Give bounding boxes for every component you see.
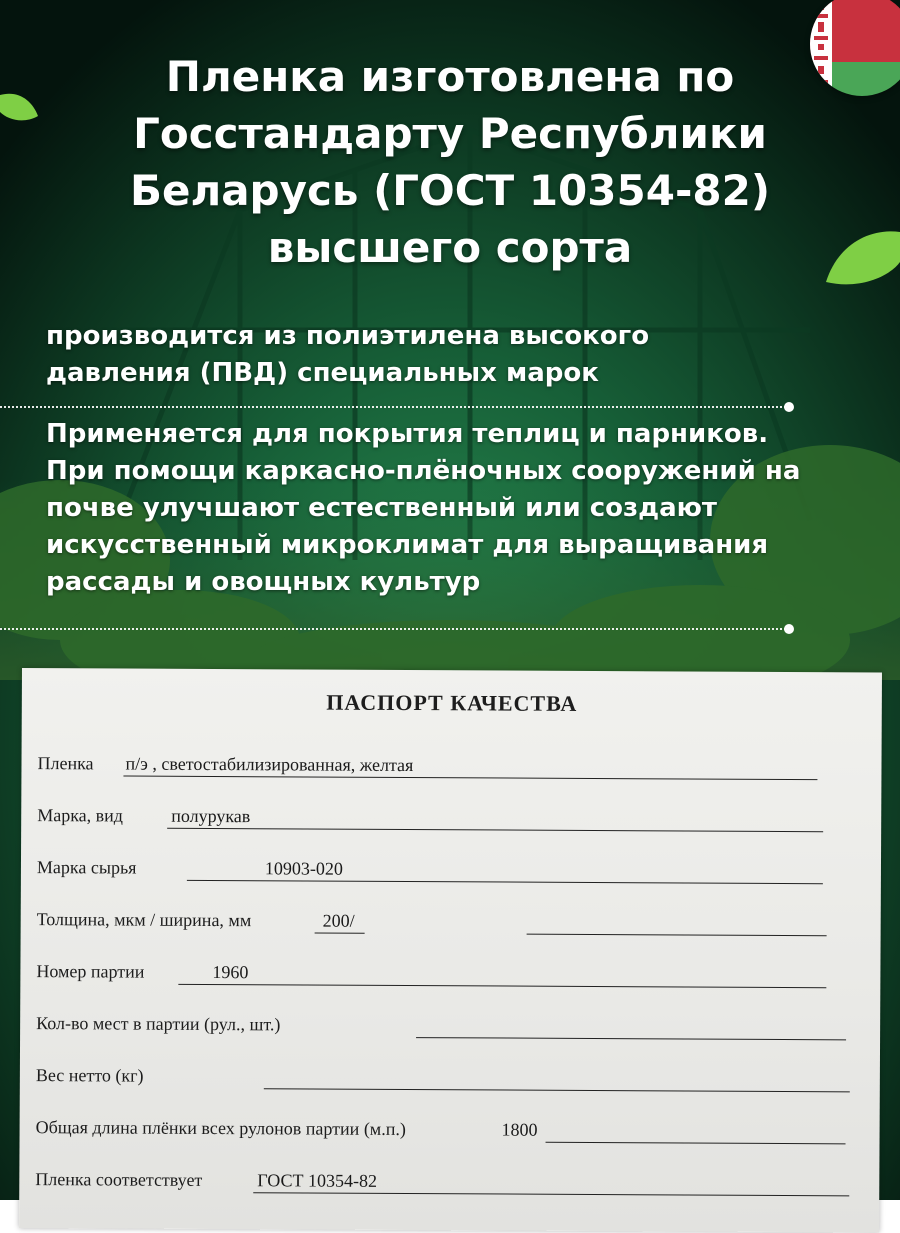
- headline-line: Беларусь (ГОСТ 10354-82): [130, 166, 770, 215]
- row-label: Пленка: [37, 753, 93, 774]
- underline: [546, 1142, 846, 1145]
- row-value: 1800: [502, 1120, 538, 1141]
- row-label: Марка сырья: [37, 857, 137, 879]
- row-value: 10903-020: [265, 858, 343, 879]
- underline: [315, 933, 365, 934]
- description-line: производится из полиэтилена высокого: [46, 321, 649, 351]
- underline: [416, 1037, 846, 1040]
- divider-dot: [784, 402, 794, 412]
- row-label: Общая длина плёнки всех рулонов партии (м.п.): [36, 1117, 406, 1140]
- underline: [167, 828, 823, 832]
- document-title: ПАСПОРТ КАЧЕСТВА: [22, 688, 882, 719]
- description-line: искусственный микроклимат для выращивания: [46, 530, 768, 560]
- material-description: [46, 318, 846, 392]
- description-line: рассады и овощных культур: [46, 567, 480, 597]
- quality-passport-document: [19, 668, 882, 1232]
- description-line: давления (ПВД) специальных марок: [46, 358, 599, 388]
- headline-line: Пленка изготовлена по: [166, 52, 734, 101]
- usage-description: [46, 416, 866, 601]
- row-value: полурукав: [171, 806, 250, 827]
- underline: [253, 1192, 849, 1196]
- underline: [264, 1088, 850, 1092]
- row-label: Кол-во мест в партии (рул., шт.): [36, 1013, 280, 1035]
- underline: [123, 776, 817, 781]
- row-label: Вес нетто (кг): [36, 1065, 144, 1087]
- underline: [187, 880, 823, 884]
- row-value: ГОСТ 10354-82: [257, 1170, 377, 1192]
- row-label: Пленка соответствует: [35, 1169, 202, 1191]
- headline-line: Госстандарту Республики: [133, 109, 767, 158]
- headline-line: высшего сорта: [268, 223, 632, 272]
- row-label: Марка, вид: [37, 805, 123, 826]
- row-label: Номер партии: [36, 961, 144, 983]
- row-value: 1960: [212, 962, 248, 983]
- row-value: 200/: [323, 911, 355, 932]
- dotted-divider: [0, 406, 786, 408]
- underline: [527, 934, 827, 937]
- row-value: п/э , светостабилизированная, желтая: [125, 754, 413, 777]
- divider-dot: [784, 624, 794, 634]
- description-line: При помощи каркасно-плёночных сооружений на: [46, 456, 800, 486]
- row-label: Толщина, мкм / ширина, мм: [37, 909, 252, 931]
- headline: [60, 48, 840, 276]
- description-line: Применяется для покрытия теплиц и парников.: [46, 419, 768, 449]
- underline: [178, 984, 826, 988]
- description-line: почве улучшают естественный или создают: [46, 493, 717, 523]
- dotted-divider: [0, 628, 786, 630]
